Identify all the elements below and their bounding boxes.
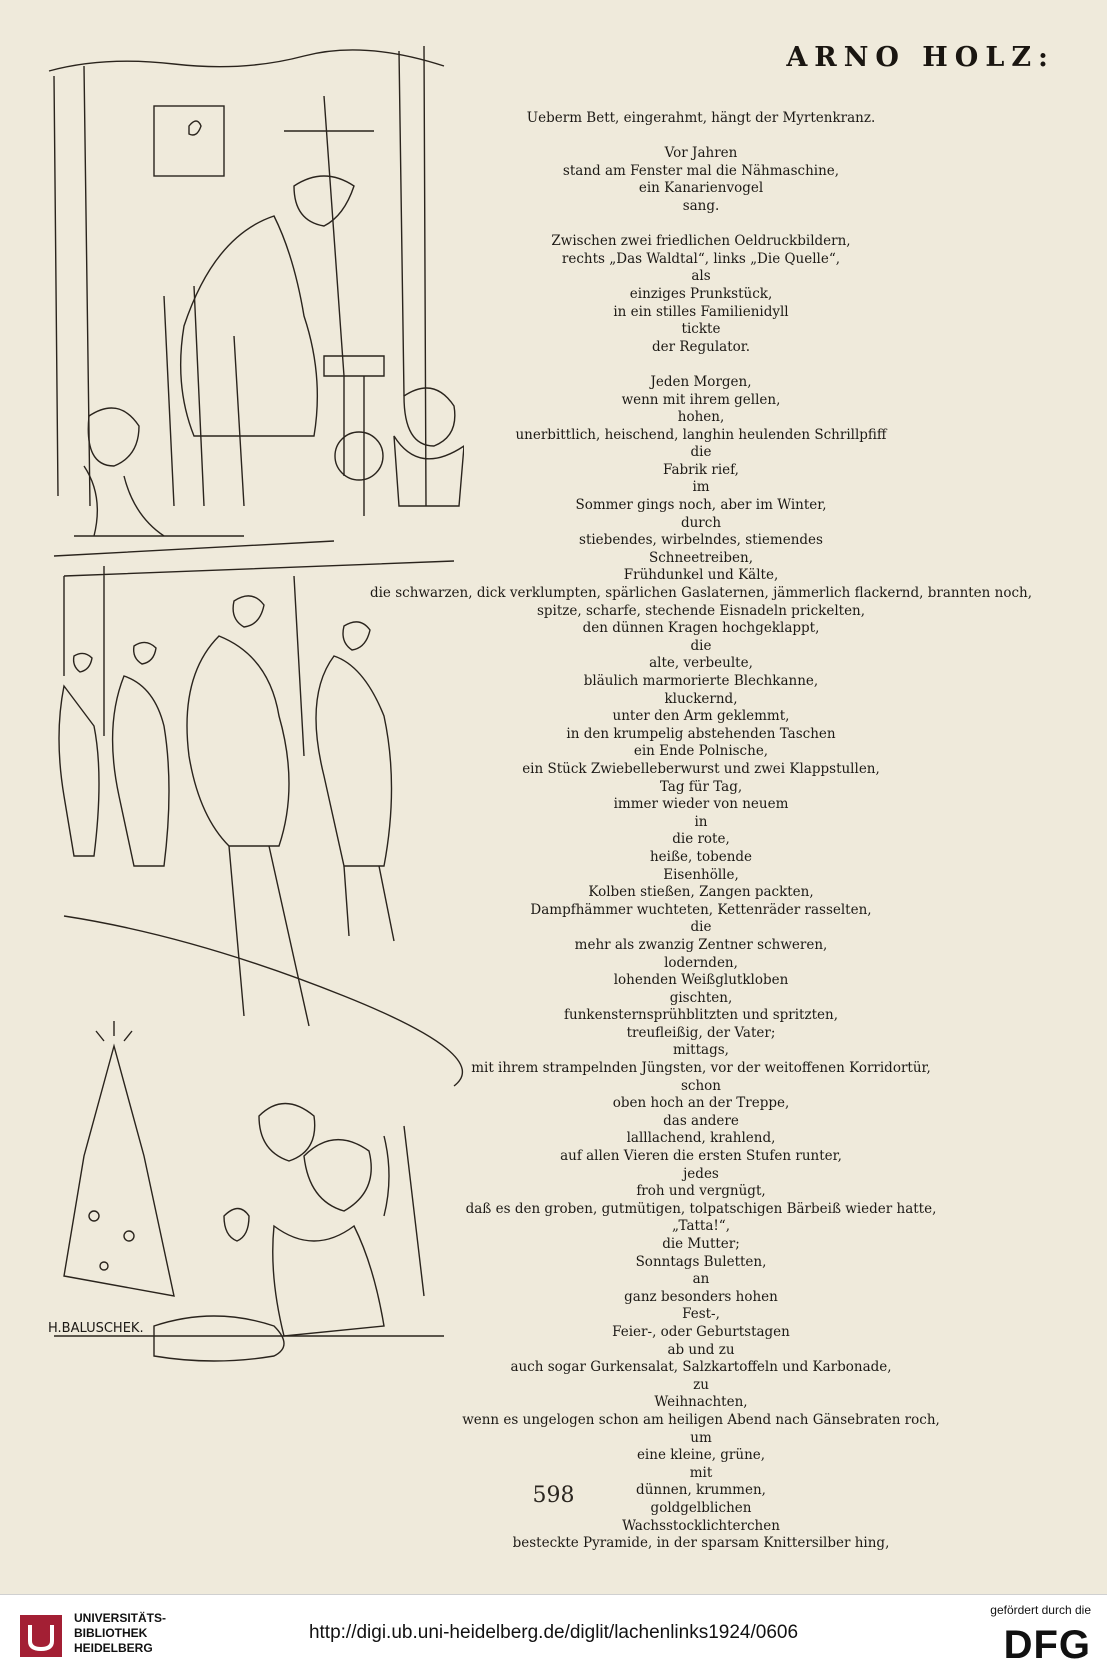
poem-line: wenn es ungelogen schon am heiligen Abend nach Gänsebraten roch, <box>462 1411 940 1428</box>
supported-by-text: gefördert durch die <box>990 1603 1091 1617</box>
poem-line: Fest-, <box>682 1306 720 1323</box>
poem-line: die <box>690 444 712 461</box>
footer-bar <box>0 1594 1107 1675</box>
poem-line: stiebendes, wirbelndes, stiemendes <box>579 532 823 549</box>
permalink-url[interactable]: http://digi.ub.uni-heidelberg.de/diglit/lachenlinks1924/0606 <box>308 1622 799 1643</box>
stanza-break <box>340 356 1062 374</box>
poem-line: der Regulator. <box>651 338 751 355</box>
poem-line: froh und vergnügt, <box>636 1183 766 1200</box>
poem-line: mit ihrem strampelnden Jüngsten, vor der weitoffenen Korridortür, <box>471 1060 931 1077</box>
poem-line: kluckernd, <box>664 690 738 707</box>
poem-text <box>340 110 1062 1553</box>
poem-line: lalllachend, krahlend, <box>626 1130 776 1147</box>
poem-line: Feier-, oder Geburtstagen <box>612 1323 790 1340</box>
poem-line: in <box>694 813 708 830</box>
poem-line: Dampfhämmer wuchteten, Kettenräder rasselten, <box>530 901 872 918</box>
poem-line: „Tatta!“, <box>671 1218 731 1235</box>
poem-line: funkensternsprühblitzten und spritzten, <box>564 1007 838 1024</box>
poem-line: Ueberm Bett, eingerahmt, hängt der Myrtenkranz. <box>526 110 876 126</box>
poem-line: einziges Prunkstück, <box>629 285 773 302</box>
poem-line: goldgelblichen <box>650 1499 752 1516</box>
poem-line: das andere <box>663 1112 739 1129</box>
poem-line: immer wieder von neuem <box>613 796 789 813</box>
poem-line: rechts „Das Waldtal“, links „Die Quelle“, <box>561 250 841 267</box>
poem-line: bläulich marmorierte Blechkanne, <box>583 673 819 689</box>
poem-line: auf allen Vieren die ersten Stufen runter, <box>560 1148 842 1165</box>
poem-line: den dünnen Kragen hochgeklappt, <box>582 620 820 637</box>
poem-line: Sommer gings noch, aber im Winter, <box>575 497 827 514</box>
poem-line: zu <box>693 1376 709 1393</box>
poem-line: gischten, <box>669 989 733 1006</box>
poem-line: die <box>690 919 712 936</box>
stanza-break <box>340 216 1062 234</box>
poem-line: mehr als zwanzig Zentner schweren, <box>574 936 828 953</box>
poem-line: wenn mit ihrem gellen, <box>621 391 781 408</box>
poem-line: die Mutter; <box>662 1236 740 1252</box>
poem-line: hohen, <box>677 409 725 426</box>
page-number: 598 <box>532 1483 575 1508</box>
author-heading: ARNO HOLZ: <box>786 42 1055 73</box>
poem-line: in den krumpelig abstehenden Taschen <box>566 725 836 742</box>
institution-line-3: HEIDELBERG <box>74 1641 153 1655</box>
poem-line: alte, verbeulte, <box>649 655 753 672</box>
poem-line: ein Kanarienvogel <box>638 180 764 197</box>
poem-line: ab und zu <box>667 1341 735 1358</box>
poem-line: tickte <box>681 321 721 338</box>
institution-line-1: UNIVERSITÄTS- <box>74 1611 167 1625</box>
stanza-break <box>340 128 1062 146</box>
poem-line: dünnen, krummen, <box>636 1482 766 1499</box>
poem-line: daß es den groben, gutmütigen, tolpatschigen Bärbeiß wieder hatte, <box>465 1200 937 1217</box>
poem-line: Zwischen zwei friedlichen Oeldruckbildern, <box>551 233 851 250</box>
poem-line: Schneetreiben, <box>649 549 753 566</box>
poem-line: im <box>692 479 710 496</box>
poem-line: stand am Fenster mal die Nähmaschine, <box>562 162 840 179</box>
poem-line: jedes <box>683 1165 719 1182</box>
poem-line: die rote, <box>672 831 730 848</box>
poem-line: ganz besonders hohen <box>624 1288 778 1305</box>
poem-line: unter den Arm geklemmt, <box>612 708 790 725</box>
poem-line: auch sogar Gurkensalat, Salzkartoffeln und Karbonade, <box>510 1359 892 1376</box>
poem-line: als <box>691 268 711 285</box>
poem-line: lodernden, <box>664 954 738 971</box>
poem-line: Tag für Tag, <box>659 778 743 795</box>
poem-line: heiße, tobende <box>649 848 753 865</box>
dfg-logo: DFG <box>1003 1623 1091 1667</box>
poem-line: ein Ende Polnische, <box>633 743 769 760</box>
poem-line: treufleißig, der Vater; <box>626 1024 776 1041</box>
poem-line: mit <box>689 1464 713 1481</box>
poem-line: Weihnachten, <box>654 1394 748 1411</box>
poem-line: Vor Jahren <box>664 145 738 162</box>
poem-line: oben hoch an der Treppe, <box>612 1095 790 1112</box>
poem-line: sang. <box>682 197 720 214</box>
poem-line: Wachsstocklichterchen <box>622 1517 780 1534</box>
illustrator-signature: H.BALUSCHEK. <box>48 1321 144 1336</box>
poem-line: besteckte Pyramide, in der sparsam Knittersilber hing, <box>512 1535 890 1552</box>
poem-line: spitze, scharfe, stechende Eisnadeln prickelten, <box>536 602 866 619</box>
poem-line: die schwarzen, dick verklumpten, spärlichen Gaslaternen, jämmerlich flackernd, brannten noch, <box>369 585 1033 602</box>
poem-line: Jeden Morgen, <box>650 373 752 390</box>
poem-line: um <box>690 1429 712 1446</box>
poem-line: an <box>692 1271 710 1288</box>
poem-line: Fabrik rief, <box>663 461 739 478</box>
poem-line: Sonntags Buletten, <box>635 1253 767 1270</box>
poem-line: unerbittlich, heischend, langhin heulenden Schrillpfiff <box>515 426 887 443</box>
poem-line: Frühdunkel und Kälte, <box>623 567 779 584</box>
poem-line: ein Stück Zwiebelleberwurst und zwei Klappstullen, <box>522 760 880 777</box>
poem-line: die <box>690 637 712 654</box>
poem-line: eine kleine, grüne, <box>636 1447 766 1464</box>
poem-line: lohenden Weißglutkloben <box>613 972 789 989</box>
poem-line: durch <box>680 514 722 531</box>
institution-line-2: BIBLIOTHEK <box>74 1626 148 1640</box>
poem-line: Eisenhölle, <box>663 866 739 883</box>
poem-line: Kolben stießen, Zangen packten, <box>588 884 814 901</box>
poem-line: in ein stilles Familienidyll <box>613 303 789 320</box>
poem-line: schon <box>680 1077 721 1094</box>
poem-line: mittags, <box>673 1042 729 1059</box>
